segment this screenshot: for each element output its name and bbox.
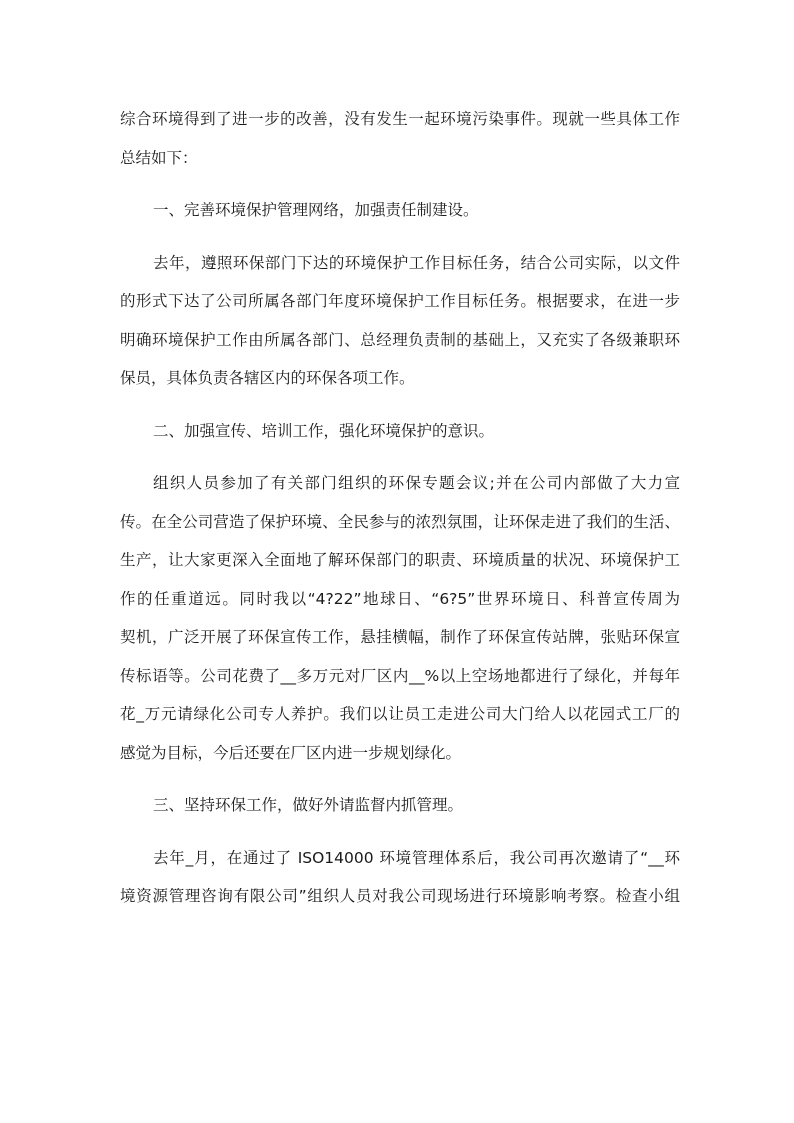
text-line: 花_万元请绿化公司专人养护。我们以让员工走进公司大门给人以花园式工厂的 xyxy=(120,705,680,723)
paragraph xyxy=(120,244,680,398)
text-line: 感觉为目标，今后还要在厂区内进一步规划绿化。 xyxy=(120,743,462,762)
text-line: 契机，广泛开展了环保宣传工作，悬挂横幅，制作了环保宣传站牌，张贴环保宣 xyxy=(120,628,680,646)
text-line: 去年，遵照环保部门下达的环境保护工作目标任务，结合公司实际，以文件 xyxy=(153,253,680,272)
text-line: 的形式下达了公司所属各部门年度环境保护工作目标任务。根据要求，在进一步 xyxy=(120,292,680,310)
text-line: 组织人员参加了有关部门组织的环保专题会议;并在公司内部做了大力宣 xyxy=(153,474,680,492)
text-line: 二、加强宣传、培训工作，强化环境保护的意识。 xyxy=(153,421,495,440)
section-heading xyxy=(120,786,680,825)
text-line: 境资源管理咨询有限公司”组织人员对我公司现场进行环境影响考察。检查小组 xyxy=(120,887,680,905)
text-line: 作的任重道远。同时我以“4?22”地球日、“6?5”世界环境日、科普宣传周为 xyxy=(120,589,680,608)
text-line: 生产，让大家更深入全面地了解环保部门的职责、环境质量的状况、环境保护工 xyxy=(120,551,680,569)
paragraph xyxy=(120,839,680,916)
text-line: 传标语等。公司花费了__多万元对厂区内__%以上空场地都进行了绿化，并每年 xyxy=(120,666,680,685)
section-heading xyxy=(120,412,680,451)
text-line: 保员，具体负责各辖区内的环保各项工作。 xyxy=(120,369,415,387)
text-line: 总结如下： xyxy=(120,148,198,167)
text-line: 三、坚持环保工作，做好外请监督内抓管理。 xyxy=(153,796,464,814)
paragraph xyxy=(120,464,680,772)
text-line: 一、完善环境保护管理网络，加强责任制建设。 xyxy=(153,201,479,219)
text-line: 传。在全公司营造了保护环境、全民参与的浓烈氛围，让环保走进了我们的生活、 xyxy=(120,512,680,531)
text-line: 综合环境得到了进一步的改善，没有发生一起环境污染事件。现就一些具体工作 xyxy=(120,110,680,128)
paragraph xyxy=(120,100,680,177)
section-heading xyxy=(120,191,680,230)
text-line: 去年_月，在通过了 ISO14000 环境管理体系后，我公司再次邀请了“__环 xyxy=(153,848,680,867)
text-line: 明确环境保护工作由所属各部门、总经理负责制的基础上，又充实了各级兼职环 xyxy=(120,330,680,349)
document-body xyxy=(120,100,680,916)
